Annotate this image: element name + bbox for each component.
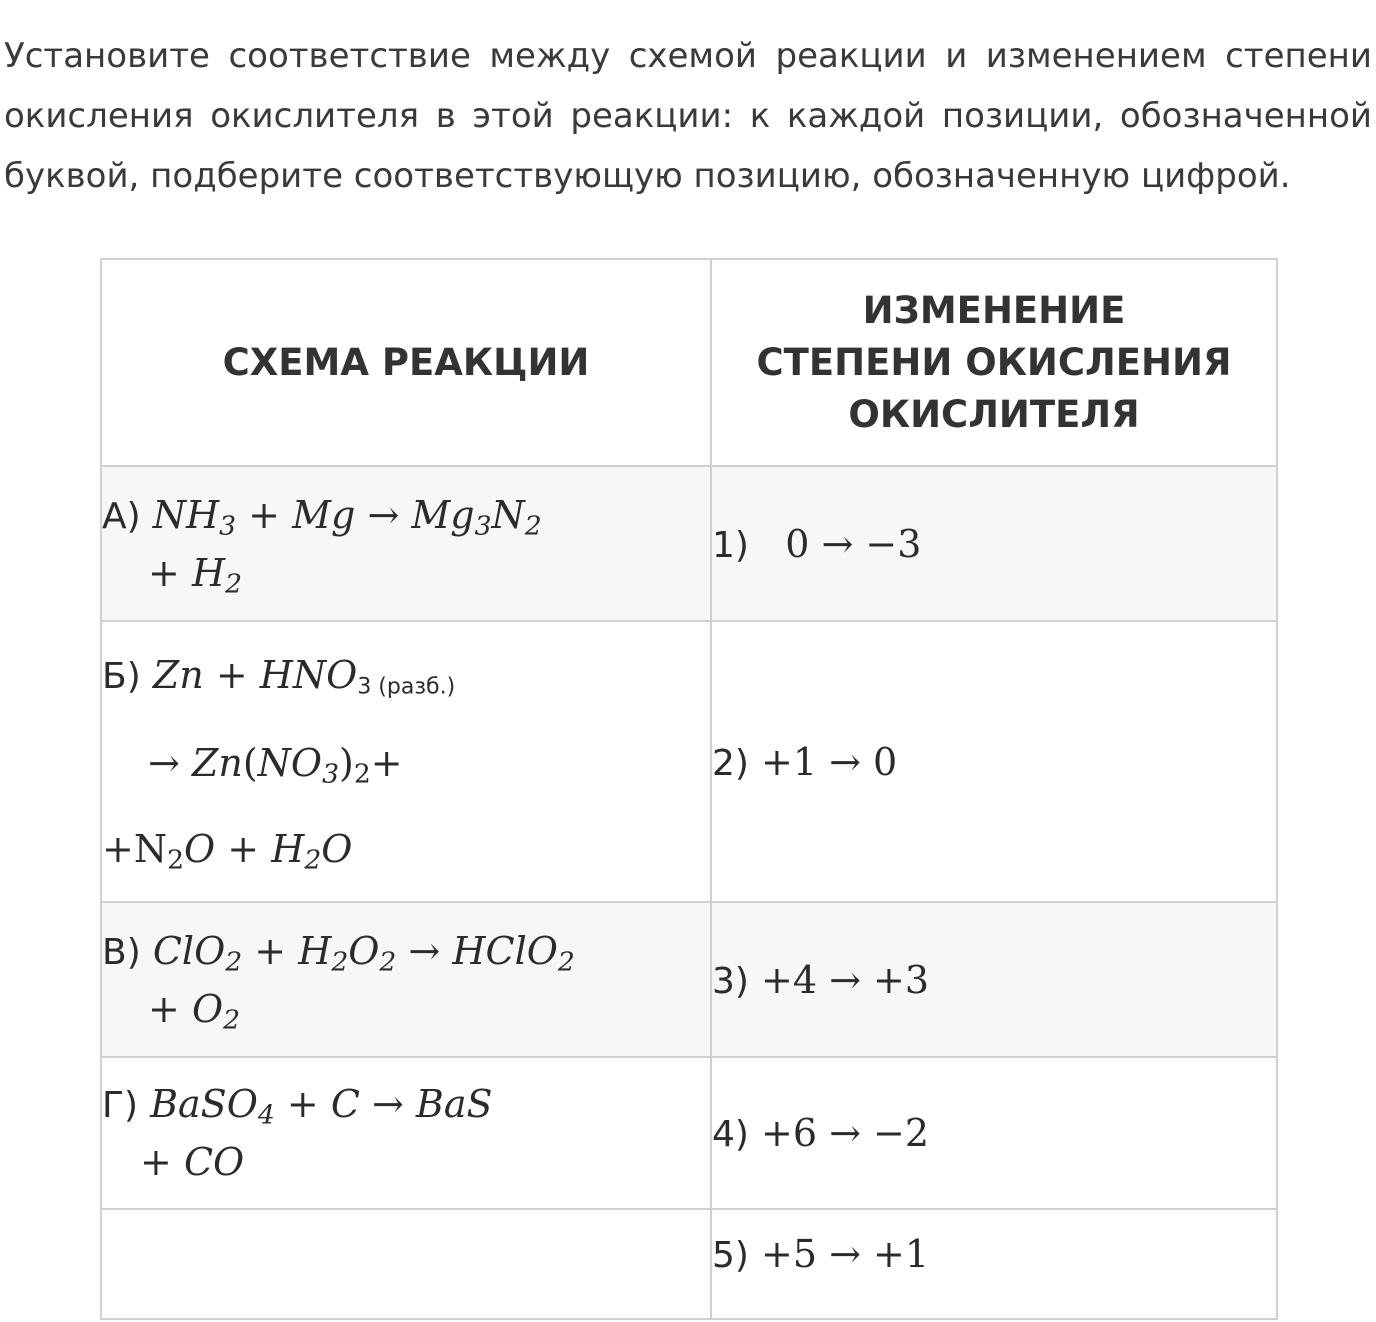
option-change: 0 → −3 — [785, 521, 922, 566]
option-4 — [711, 1057, 1277, 1209]
option-2 — [711, 621, 1277, 902]
option-change: +4 → +3 — [761, 957, 930, 1002]
reaction-g: Г) BaSO$_4$ + C → BaS + CO — [101, 1057, 711, 1209]
option-1 — [711, 466, 1277, 621]
option-number: 1) — [712, 524, 749, 566]
table-row — [101, 1057, 1277, 1209]
reaction-b: Б) $Zn + HNO_{3 (разб.)}$ → $Zn(NO_3)_2+$ $+N_2O + H_2O$ — [101, 621, 711, 902]
header-oxidation-change — [711, 259, 1277, 466]
option-3 — [711, 902, 1277, 1057]
task-instruction: Установите соответствие между схемой реакции и изменением степени окисления окислителя в этой реакции: к каждой позиции, обозначенной буквой, подберите соответствующую позицию, обозначенную цифрой. — [4, 36, 1372, 196]
option-number: 2) — [712, 742, 749, 784]
empty-cell — [101, 1209, 711, 1319]
table-row — [101, 1209, 1277, 1319]
option-change: +6 → −2 — [761, 1111, 930, 1155]
table-row — [101, 466, 1277, 621]
table-row — [101, 621, 1277, 902]
matching-table — [100, 258, 1278, 1320]
reaction-note: 3 (разб.) — [357, 674, 456, 699]
option-number: 3) — [712, 960, 749, 1002]
reaction-letter: Г) — [102, 1085, 138, 1126]
reaction-letter: В) — [102, 931, 141, 973]
header-reaction-scheme: СХЕМА РЕАКЦИИ — [101, 259, 711, 466]
option-number: 4) — [712, 1114, 749, 1155]
option-number: 5) — [712, 1235, 749, 1276]
option-change: +5 → +1 — [761, 1232, 930, 1276]
reaction-letter: Б) — [102, 655, 141, 697]
reaction-letter: А) — [102, 495, 141, 537]
header-line: ИЗМЕНЕНИЕ — [862, 288, 1126, 332]
header-line: СТЕПЕНИ ОКИСЛЕНИЯ — [756, 340, 1232, 384]
option-5 — [711, 1209, 1277, 1319]
option-change: +1 → 0 — [761, 739, 898, 784]
table-row — [101, 902, 1277, 1057]
reaction-v: В) $ClO_2 + H_2O_2$ → HClO$_2$ + $O_2$ — [101, 902, 711, 1057]
reaction-a: А) $NH_3 + Mg \to Mg_3N_2$ + $H_2$ — [101, 466, 711, 621]
header-line: ОКИСЛИТЕЛЯ — [848, 392, 1140, 436]
